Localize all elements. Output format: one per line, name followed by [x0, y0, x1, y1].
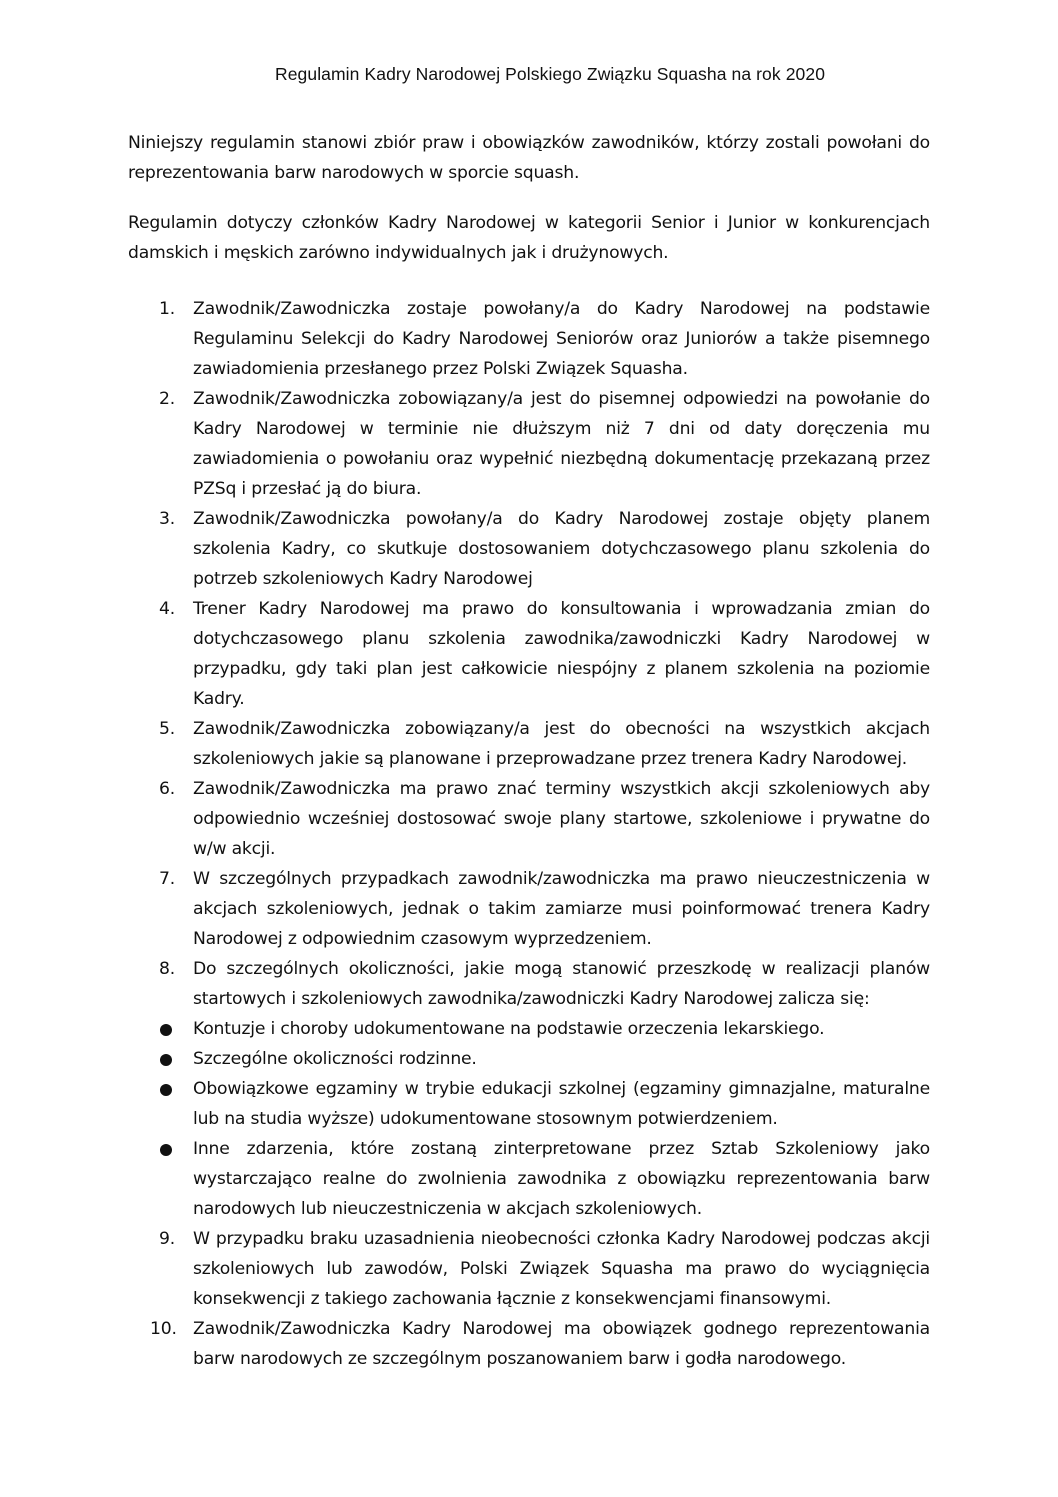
- list-item: [128, 954, 930, 1014]
- list-item: [128, 294, 930, 384]
- bullet-dot-icon: [160, 1054, 172, 1066]
- item-text: Zawodnik/Zawodniczka zobowiązany/a jest do pisemnej odpowiedzi na powołanie do Kadry Narodowej w terminie nie dłuższym niż 7 dni od daty doręczenia mu zawiadomienia o powołaniu oraz wypełnić niezbędną dokumentację przekazaną przez PZSq i przesłać ją do biura.: [193, 389, 930, 499]
- bullet-text: Szczególne okoliczności rodzinne.: [193, 1049, 477, 1069]
- bullet-text: Obowiązkowe egzaminy w trybie edukacji szkolnej (egzaminy gimnazjalne, maturalne lub na studia wyższe) udokumentowane stosownym potwierdzeniem.: [193, 1079, 930, 1129]
- bullet-item: [128, 1044, 930, 1074]
- list-item: [128, 384, 930, 504]
- bullet-item: [128, 1134, 930, 1224]
- document-title: Regulamin Kadry Narodowej Polskiego Związku Squasha na rok 2020: [274, 64, 826, 84]
- item-number: 3.: [159, 509, 175, 529]
- bullet-dot-icon: [160, 1144, 172, 1156]
- bullet-dot-icon: [160, 1084, 172, 1096]
- circumstances-list: [128, 1014, 930, 1224]
- list-item: [128, 714, 930, 774]
- item-text: Trener Kadry Narodowej ma prawo do konsultowania i wprowadzania zmian do dotychczasowego planu szkolenia zawodnika/zawodniczki Kadry Narodowej w przypadku, gdy taki plan jest całkowicie niespójny z planem szkolenia na poziomie Kadry.: [193, 599, 930, 709]
- list-item: [128, 594, 930, 714]
- bullet-item: [128, 1014, 930, 1044]
- bullet-dot-icon: [160, 1024, 172, 1036]
- item-number: 7.: [159, 869, 175, 889]
- list-item: [128, 1314, 930, 1374]
- bullet-text: Inne zdarzenia, które zostaną zinterpretowane przez Sztab Szkoleniowy jako wystarczająco realne do zwolnienia zawodnika z obowiązku reprezentowania barw narodowych lub nieuczestniczenia w akcjach szkoleniowych.: [193, 1139, 930, 1219]
- list-item: [128, 864, 930, 954]
- item-text: Do szczególnych okoliczności, jakie mogą stanowić przeszkodę w realizacji planów startowych i szkoleniowych zawodnika/zawodniczki Kadry Narodowej zalicza się:: [193, 959, 930, 1009]
- item-text: Zawodnik/Zawodniczka zostaje powołany/a do Kadry Narodowej na podstawie Regulaminu Selekcji do Kadry Narodowej Seniorów oraz Juniorów a także pisemnego zawiadomienia przesłanego przez Polski Związek Squasha.: [193, 299, 930, 379]
- item-number: 9.: [159, 1229, 175, 1249]
- item-text: Zawodnik/Zawodniczka Kadry Narodowej ma obowiązek godnego reprezentowania barw narodowych ze szczególnym poszanowaniem barw i godła narodowego.: [193, 1319, 930, 1369]
- bullet-text: Kontuzje i choroby udokumentowane na podstawie orzeczenia lekarskiego.: [193, 1019, 825, 1039]
- intro-paragraph-2: Regulamin dotyczy członków Kadry Narodowej w kategorii Senior i Junior w konkurencjach damskich i męskich zarówno indywidualnych jak i drużynowych.: [128, 213, 930, 263]
- item-text: Zawodnik/Zawodniczka zobowiązany/a jest do obecności na wszystkich akcjach szkoleniowych jakie są planowane i przeprowadzane przez trenera Kadry Narodowej.: [193, 719, 930, 769]
- item-number: 2.: [159, 389, 175, 409]
- item-number: 10.: [150, 1319, 177, 1339]
- list-item: [128, 774, 930, 864]
- item-text: Zawodnik/Zawodniczka powołany/a do Kadry Narodowej zostaje objęty planem szkolenia Kadry, co skutkuje dostosowaniem dotychczasowego planu szkolenia do potrzeb szkoleniowych Kadry Narodowej: [193, 509, 930, 589]
- item-number: 5.: [159, 719, 175, 739]
- item-number: 4.: [159, 599, 175, 619]
- document-body: [128, 128, 930, 1374]
- bullet-item: [128, 1074, 930, 1134]
- regulation-list-continued: [128, 1224, 930, 1374]
- item-text: W przypadku braku uzasadnienia nieobecności członka Kadry Narodowej podczas akcji szkoleniowych lub zawodów, Polski Związek Squasha ma prawo do wyciągnięcia konsekwencji z takiego zachowania łącznie z konsekwencjami finansowymi.: [193, 1229, 930, 1309]
- item-text: Zawodnik/Zawodniczka ma prawo znać terminy wszystkich akcji szkoleniowych aby odpowiednio wcześniej dostosować swoje plany startowe, szkoleniowe i prywatne do w/w akcji.: [193, 779, 930, 859]
- item-number: 1.: [159, 299, 175, 319]
- intro-paragraph-1: Niniejszy regulamin stanowi zbiór praw i obowiązków zawodników, którzy zostali powołani do reprezentowania barw narodowych w sporcie squash.: [128, 133, 930, 183]
- item-number: 8.: [159, 959, 175, 979]
- item-number: 6.: [159, 779, 175, 799]
- regulation-list: [128, 294, 930, 1014]
- list-item: [128, 1224, 930, 1314]
- item-text: W szczególnych przypadkach zawodnik/zawodniczka ma prawo nieuczestniczenia w akcjach szkoleniowych, jednak o takim zamiarze musi poinformować trenera Kadry Narodowej z odpowiednim czasowym wyprzedzeniem.: [193, 869, 930, 949]
- list-item: [128, 504, 930, 594]
